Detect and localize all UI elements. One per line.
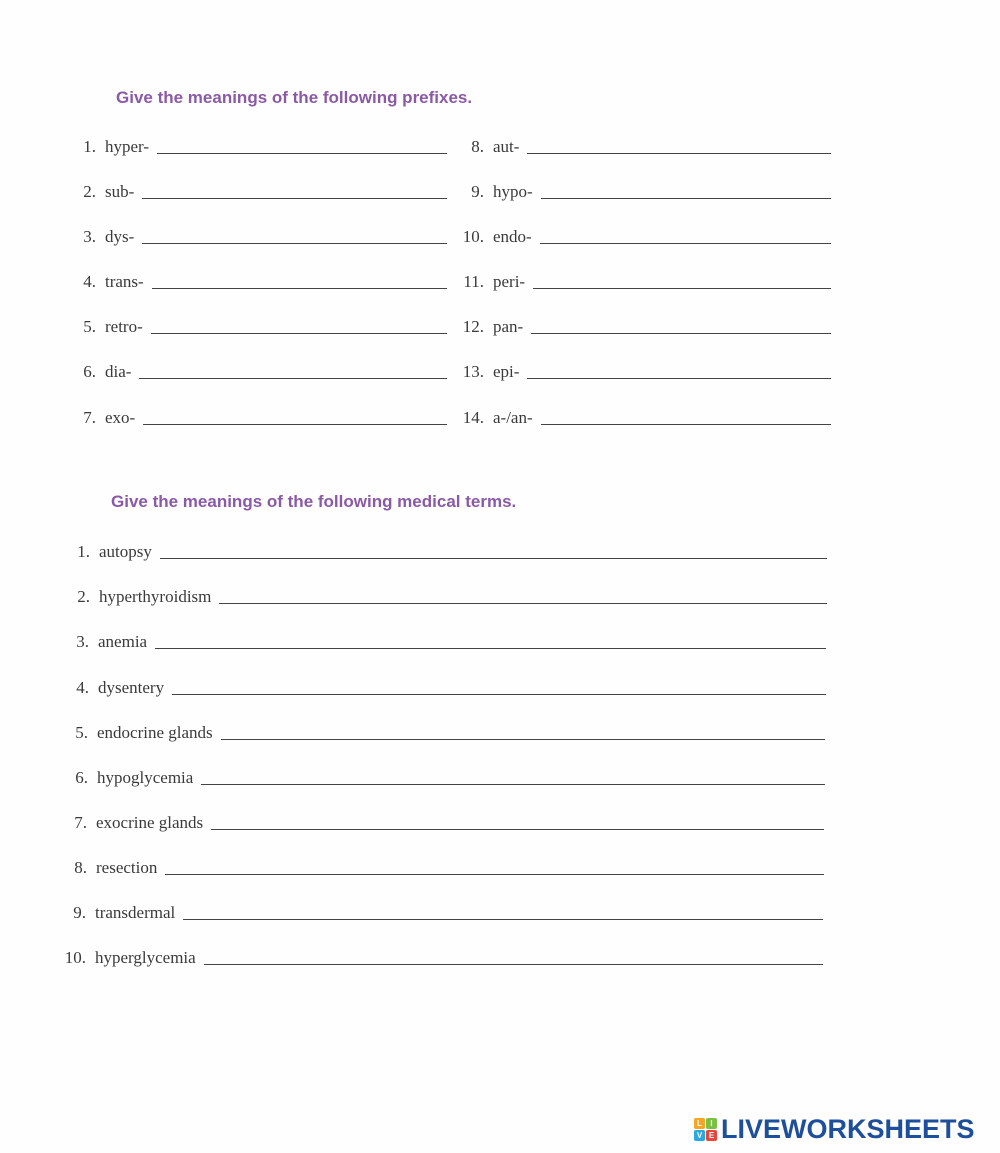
answer-blank[interactable]: [527, 152, 831, 154]
item-number: 5.: [75, 723, 88, 742]
prefix-term: a-/an-: [493, 408, 533, 427]
prefix-term: pan-: [493, 317, 524, 336]
medical-term: resection: [96, 858, 158, 877]
logo-letter-i: I: [706, 1118, 717, 1129]
medical-term: hyperglycemia: [95, 948, 196, 967]
item-number: 10.: [462, 227, 484, 246]
medical-term: exocrine glands: [96, 813, 204, 832]
medical-term: dysentery: [98, 678, 165, 697]
answer-blank[interactable]: [541, 423, 831, 425]
item-number: 3.: [76, 632, 89, 651]
prefix-term: sub-: [105, 182, 135, 201]
prefix-term: peri-: [493, 272, 526, 291]
prefix-term: endo-: [493, 227, 532, 246]
item-number: 10.: [64, 948, 86, 967]
item-number: 12.: [462, 317, 484, 336]
answer-blank[interactable]: [142, 242, 447, 244]
medical-term-item: [62, 585, 827, 607]
medical-term-item: [59, 811, 824, 833]
answer-blank[interactable]: [151, 332, 447, 334]
item-number: 6.: [75, 768, 88, 787]
item-number: 4.: [76, 678, 89, 697]
item-number: 8.: [471, 137, 484, 156]
logo-letter-l: L: [694, 1118, 705, 1129]
answer-blank[interactable]: [531, 332, 831, 334]
answer-blank[interactable]: [183, 918, 823, 920]
live-badge-icon: [694, 1118, 717, 1141]
prefix-item: [68, 135, 447, 157]
prefix-item: [448, 360, 831, 382]
prefix-term: hyper-: [105, 137, 150, 156]
medical-term-item: [61, 630, 826, 652]
liveworksheets-logo[interactable]: [694, 1113, 975, 1145]
prefix-term: dys-: [105, 227, 135, 246]
brand-name: LIVEWORKSHEETS: [721, 1113, 975, 1144]
prefix-term: exo-: [105, 408, 136, 427]
medical-term: autopsy: [99, 542, 152, 561]
answer-blank[interactable]: [143, 423, 447, 425]
answer-blank[interactable]: [165, 873, 824, 875]
item-number: 5.: [83, 317, 96, 336]
answer-blank[interactable]: [527, 377, 831, 379]
item-number: 4.: [83, 272, 96, 291]
medical-term-item: [60, 721, 825, 743]
medical-term-item: [61, 676, 826, 698]
logo-letter-e: E: [706, 1130, 717, 1141]
medical-term-item: [58, 901, 823, 923]
answer-blank[interactable]: [155, 647, 826, 649]
item-number: 7.: [83, 408, 96, 427]
prefix-item: [448, 270, 831, 292]
answer-blank[interactable]: [142, 197, 447, 199]
item-number: 3.: [83, 227, 96, 246]
prefix-term: retro-: [105, 317, 143, 336]
prefixes-heading: Give the meanings of the following prefixes.: [116, 88, 473, 107]
answer-blank[interactable]: [201, 783, 825, 785]
answer-blank[interactable]: [541, 197, 831, 199]
prefix-term: aut-: [493, 137, 520, 156]
prefix-item: [68, 315, 447, 337]
item-number: 2.: [77, 587, 90, 606]
item-number: 7.: [74, 813, 87, 832]
prefix-item: [68, 180, 447, 202]
prefix-item: [68, 225, 447, 247]
prefix-item: [448, 135, 831, 157]
medical-term-item: [58, 946, 823, 968]
logo-letter-v: V: [694, 1130, 705, 1141]
prefix-term: trans-: [105, 272, 144, 291]
medical-term: transdermal: [95, 903, 176, 922]
item-number: 9.: [471, 182, 484, 201]
item-number: 8.: [74, 858, 87, 877]
prefix-term: dia-: [105, 362, 132, 381]
prefix-item: [448, 180, 831, 202]
item-number: 14.: [462, 408, 484, 427]
item-number: 2.: [83, 182, 96, 201]
answer-blank[interactable]: [157, 152, 447, 154]
prefix-item: [448, 315, 831, 337]
prefix-item: [448, 406, 831, 428]
item-number: 13.: [462, 362, 484, 381]
item-number: 1.: [83, 137, 96, 156]
medical-term: hypoglycemia: [97, 768, 194, 787]
prefix-item: [68, 406, 447, 428]
medical-term-item: [60, 766, 825, 788]
medical-term: endocrine glands: [97, 723, 213, 742]
prefix-item: [448, 225, 831, 247]
answer-blank[interactable]: [540, 242, 831, 244]
prefix-item: [68, 360, 447, 382]
answer-blank[interactable]: [533, 287, 831, 289]
answer-blank[interactable]: [152, 287, 447, 289]
medical-term-item: [62, 540, 827, 562]
item-number: 9.: [73, 903, 86, 922]
item-number: 1.: [77, 542, 90, 561]
item-number: 11.: [463, 272, 484, 291]
answer-blank[interactable]: [204, 963, 823, 965]
answer-blank[interactable]: [160, 557, 827, 559]
medical-terms-heading: Give the meanings of the following medical terms.: [111, 492, 517, 511]
answer-blank[interactable]: [172, 693, 826, 695]
prefix-term: epi-: [493, 362, 520, 381]
prefix-term: hypo-: [493, 182, 533, 201]
answer-blank[interactable]: [221, 738, 825, 740]
prefix-item: [68, 270, 447, 292]
item-number: 6.: [83, 362, 96, 381]
medical-term: anemia: [98, 632, 148, 651]
answer-blank[interactable]: [211, 828, 824, 830]
answer-blank[interactable]: [139, 377, 447, 379]
medical-term-item: [59, 856, 824, 878]
medical-term: hyperthyroidism: [99, 587, 212, 606]
answer-blank[interactable]: [219, 602, 827, 604]
